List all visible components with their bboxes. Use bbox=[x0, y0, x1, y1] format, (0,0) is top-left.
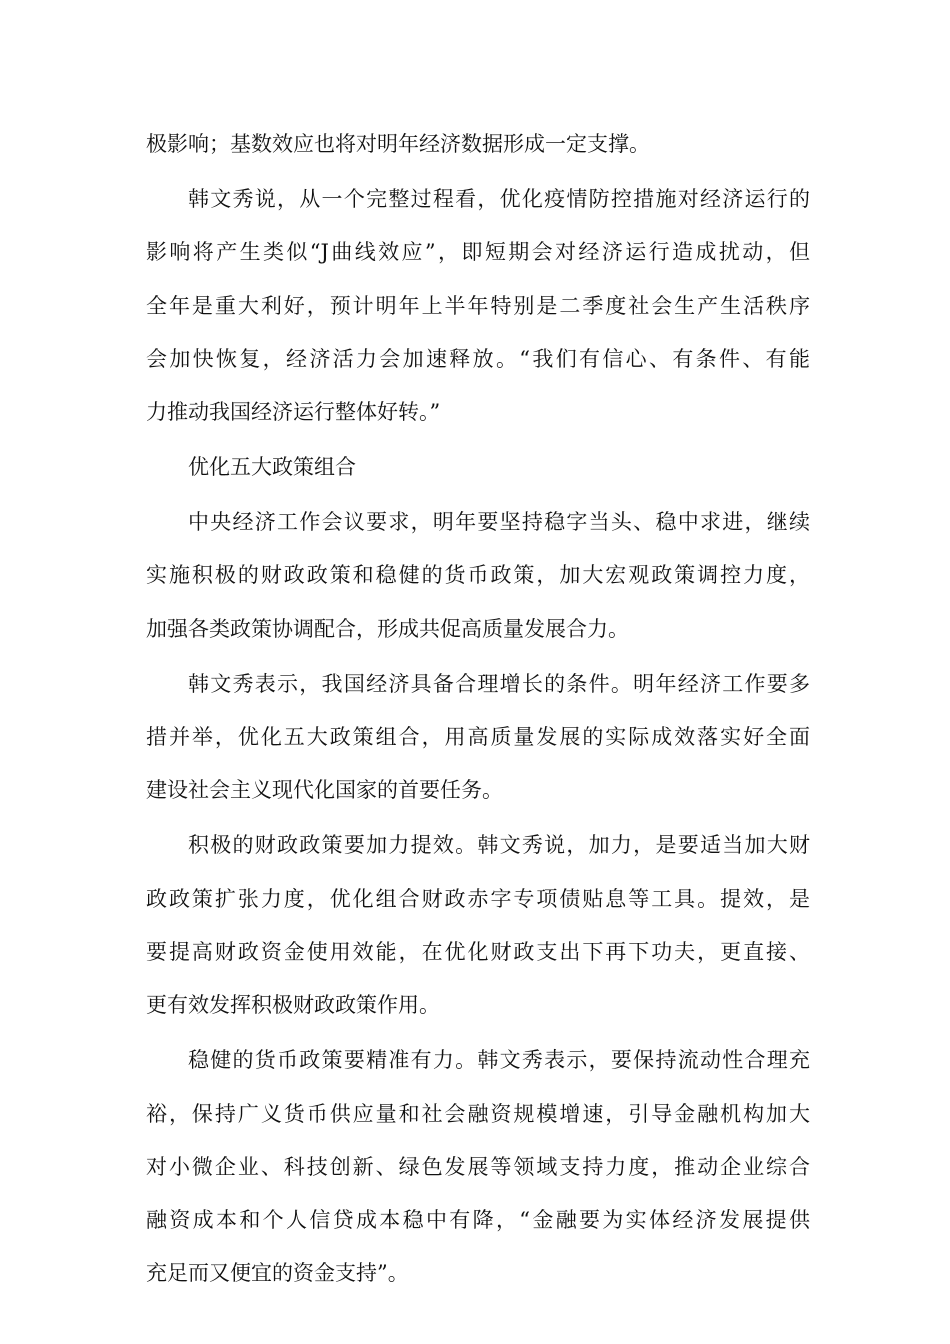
paragraph bbox=[146, 507, 810, 644]
text-line: 影响将产生类似“J曲线效应”，即短期会对经济运行造成扰动，但 bbox=[146, 240, 810, 265]
text-line: 稳健的货币政策要精准有力。韩文秀表示，要保持流动性合理充 bbox=[188, 1048, 810, 1073]
text-line: 要提高财政资金使用效能，在优化财政支出下再下功夫，更直接、 bbox=[146, 939, 810, 964]
text-line: 韩文秀表示，我国经济具备合理增长的条件。明年经济工作要多 bbox=[188, 671, 810, 696]
paragraph bbox=[146, 1045, 810, 1288]
text-line: 裕，保持广义货币供应量和社会融资规模增速，引导金融机构加大 bbox=[146, 1101, 810, 1126]
text-line: 中央经济工作会议要求，明年要坚持稳字当头、稳中求进，继续 bbox=[188, 510, 810, 535]
paragraph bbox=[146, 184, 810, 427]
text-line: 实施积极的财政政策和稳健的货币政策，加大宏观政策调控力度， bbox=[146, 563, 810, 588]
text-line: 对小微企业、科技创新、绿色发展等领域支持力度，推动企业综合 bbox=[146, 1154, 810, 1179]
text-line: 积极的财政政策要加力提效。韩文秀说，加力，是要适当加大财 bbox=[188, 833, 810, 858]
text-line: 融资成本和个人信贷成本稳中有降，“金融要为实体经济发展提供 bbox=[146, 1208, 810, 1233]
paragraph bbox=[146, 669, 810, 806]
paragraph bbox=[146, 830, 810, 1020]
text-line: 政政策扩张力度，优化组合财政赤字专项债贴息等工具。提效，是 bbox=[146, 886, 810, 911]
text-line: 极影响；基数效应也将对明年经济数据形成一定支撑。 bbox=[146, 132, 650, 156]
text-line: 措并举，优化五大政策组合，用高质量发展的实际成效落实好全面 bbox=[146, 725, 810, 750]
text-line: 建设社会主义现代化国家的首要任务。 bbox=[146, 778, 503, 803]
text-line: 优化五大政策组合 bbox=[188, 455, 356, 480]
text-line: 加强各类政策协调配合，形成共促高质量发展合力。 bbox=[146, 616, 629, 641]
body-text bbox=[146, 129, 810, 1288]
text-line: 充足而又便宜的资金支持”。 bbox=[146, 1261, 409, 1286]
paragraph bbox=[146, 129, 810, 159]
section-heading bbox=[146, 452, 810, 482]
text-line: 全年是重大利好，预计明年上半年特别是二季度社会生产生活秩序 bbox=[146, 293, 810, 318]
text-line: 韩文秀说，从一个完整过程看，优化疫情防控措施对经济运行的 bbox=[188, 187, 810, 211]
text-line: 更有效发挥积极财政政策作用。 bbox=[146, 993, 440, 1018]
text-line: 会加快恢复，经济活力会加速释放。“我们有信心、有条件、有能 bbox=[146, 346, 810, 371]
text-line: 力推动我国经济运行整体好转。” bbox=[146, 400, 441, 425]
